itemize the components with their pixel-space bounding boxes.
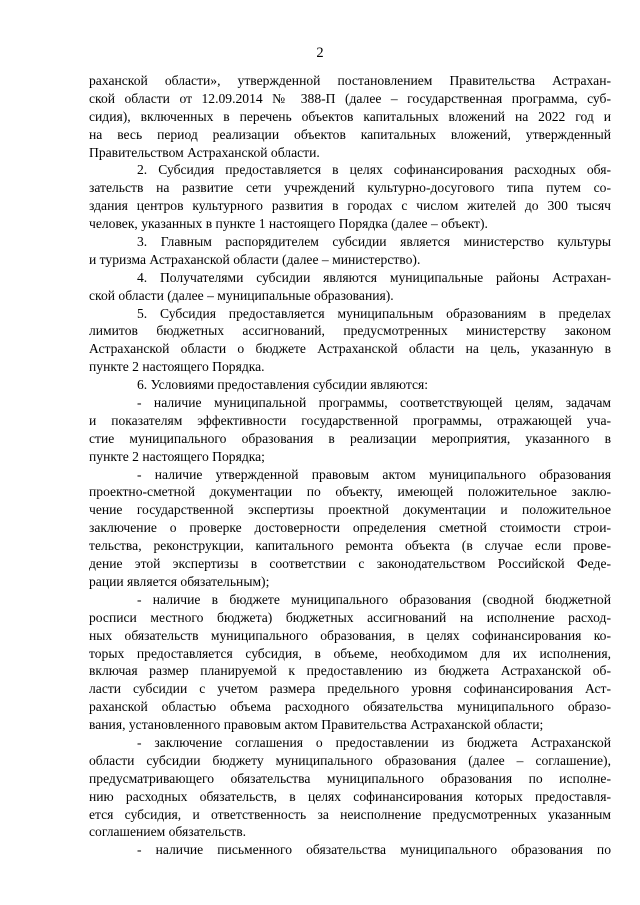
text-line: Правительством Астраханской области. [89,144,320,160]
text-line: стие муниципального образования в реализации мероприятия, указанного в [89,430,611,446]
text-line: лимитов бюджетных ассигнований, предусмотренных министерству законом [89,323,611,339]
text-line: 3. Главным распорядителем субсидии является министерство культуры [137,234,611,250]
text-line: - заключение соглашения о предоставлении из бюджета Астраханской [137,734,611,750]
text-line: пункте 2 настоящего Порядка. [89,359,265,375]
text-line: сидия), включенных в перечень объектов капитальных вложений на 2022 год и [89,108,611,124]
text-line: ской области от 12.09.2014 № 388-П (далее – государственная программа, суб- [89,90,611,106]
text-line: - наличие утвержденной правовым актом муниципального образования [137,466,611,482]
text-line: ется субсидия, и ответственность за неисполнение предусмотренных указанным [89,806,611,822]
text-line: и туризма Астраханской области (далее – министерство). [89,251,421,267]
text-line: 5. Субсидия предоставляется муниципальным образованиям в пределах [137,305,611,321]
text-line: зательств на развитие сети учреждений культурно-досугового типа путем со- [89,180,611,196]
text-line: пункте 2 настоящего Порядка; [89,448,265,464]
text-line: - наличие муниципальной программы, соответствующей целям, задачам [137,395,611,411]
text-line: рации является обязательным); [89,573,270,589]
text-line: нию расходных обязательств, в целях софинансирования которых предоставля- [89,788,611,804]
text-line: раханской области», утвержденной постановлением Правительства Астрахан- [89,73,611,88]
text-line: вания, установленного правовым актом Правительства Астраханской области; [89,717,544,733]
text-line: ской области (далее – муниципальные образования). [89,287,394,303]
page-number: 2 [316,45,324,61]
text-line: и показателям эффективности государственной программы, отражающей уча- [89,412,611,428]
text-line: ласти субсидии с учетом размера предельного уровня софинансирования Аст- [89,681,611,697]
text-line: соглашением обязательств. [89,824,247,840]
text-line: человек, указанных в пункте 1 настоящего Порядка (далее – объект). [89,216,488,232]
text-line: торых предоставляется субсидия, в объеме, необходимом для их исполнения, [89,645,611,661]
text-line: чение государственной экспертизы проектной документации и положительное [89,502,611,518]
text-line: росписи местного бюджета) бюджетных ассигнований на исполнение расход- [89,609,611,625]
text-line: 2. Субсидия предоставляется в целях софинансирования расходных обя- [137,162,611,178]
text-line: ных обязательств муниципального образования, в целях софинансирования ко- [89,627,611,643]
text-line: включая размер планируемой к предоставлению из бюджета Астраханской об- [89,663,611,679]
text-line: - наличие в бюджете муниципального образования (сводной бюджетной [137,591,611,607]
text-line: области субсидии бюджету муниципального образования (далее – соглашение), [89,752,611,768]
text-line: на весь период реализации объектов капитальных вложений, утвержденный [89,126,611,142]
text-line: тельства, реконструкции, капитального ремонта объекта (в случае если прове- [89,538,611,554]
text-line: 4. Получателями субсидии являются муниципальные районы Астрахан- [137,269,611,285]
text-line: дение этой экспертизы в соответствии с законодательством Российской Феде- [89,556,611,572]
text-line: предусматривающего обязательства муниципального образования по исполне- [89,770,611,786]
text-line: - наличие письменного обязательства муниципального образования по [137,842,611,858]
text-line: заключение о проверке достоверности определения сметной стоимости строи- [89,520,611,536]
text-line: Астраханской области о бюджете Астраханской области на цель, указанную в [89,341,611,357]
text-line: 6. Условиями предоставления субсидии являются: [137,377,429,393]
text-line: раханской областью объема расходного обязательства муниципального образо- [89,699,611,715]
text-line: здания центров культурного развития в городах с числом жителей до 300 тысяч [89,198,611,214]
document-body [89,72,611,859]
text-line: проектно-сметной документации по объекту, имеющей положительное заклю- [89,484,611,500]
